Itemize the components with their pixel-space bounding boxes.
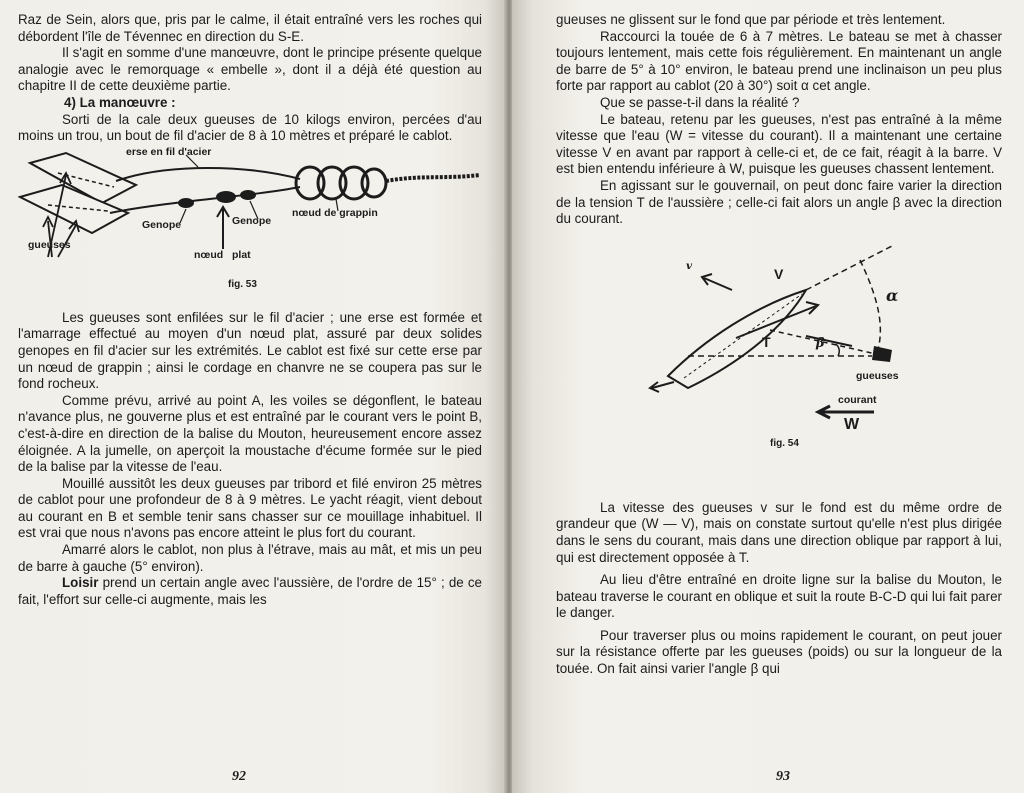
label-alpha: α [886,285,899,305]
left-paragraph-1: Raz de Sein, alors que, pris par le calme, il était entraîné vers les roches qui débordent l'île de Tévennec en direction du S-E. [18,12,482,44]
label-noeud-plat-1: nœud [194,248,224,261]
right-paragraph-5: En agissant sur le gouvernail, on peut donc faire varier la direction de la tension T de l'aussière ; celle-ci fait alors un angle β avec la direction du courant. [556,177,1002,227]
right-paragraph-8: Pour traverser plus ou moins rapidement le courant, on peut jouer sur la résistance offerte par les gueuses (poids) ou sur la longueur de la touée. On fait ainsi varier l'angle β qui [556,627,1002,677]
label-courant: courant [838,393,877,406]
label-W: W [844,415,860,433]
left-paragraph-6: Mouillé aussitôt les deux gueuses par tribord et filé environ 25 mètres de cablot pour une profondeur de 8 à 9 mètres. Le yacht réagit, vient debout au courant en B et semble tenir sans chasser sur ce mouillage inhabituel. Il est vrai que nous n'avons pas encore atteint le plus fort du courant. [18,475,482,541]
label-T: T [762,333,771,350]
right-paragraph-4: Le bateau, retenu par les gueuses, n'est pas entraîné à la même vitesse que l'eau (W = vitesse du courant). Il a maintenant une certaine vitesse V en avant par rapport à celle-ci et, de ce fait, réagit à la barre. V est bien entendu inférieure à W, puisque les gueuses chassent lentement. [556,111,1002,177]
page-number-left: 92 [232,769,246,784]
left-paragraph-2: Il s'agit en somme d'une manœuvre, dont le principe présente quelque analogie avec le remorquage « embelle », dont il a déjà été question au chapitre II de cette deuxième partie. [18,45,482,94]
knots [178,190,256,208]
steel-wire-bottom [110,187,300,213]
label-genope-left: Genope [142,218,182,231]
label-genope-right: Genope [232,214,272,227]
hemp-rope [386,175,480,181]
label-gueuses-fig54: gueuses [856,369,899,382]
label-noeud-plat-2: plat [232,248,251,261]
right-paragraph-2: Raccourci la touée de 6 à 7 mètres. Le bateau se met à chasser toujours lentement, mais cette fois régulièrement. En maintenant un angle de barre de 5° à 10° environ, le bateau prend une inclinaison un peu plus forte par rapport au cablot (20 à 30°) soit α cet angle. [556,28,1002,94]
right-paragraph-6: La vitesse des gueuses v sur le fond est du même ordre de grandeur que (W — V), mais on constate surtout qu'elle n'est plus dirigée dans le sens du courant, mais dans une direction oblique par rapport à lui, qui est directement opposée à T. [556,499,1002,565]
figure-54 [556,228,1002,500]
figure-53 [18,145,482,310]
label-v-small: v [686,259,693,272]
left-paragraph-3: Sorti de la cale deux gueuses de 10 kilogs environ, percées d'au moins un trou, un bout de fil d'acier de 8 à 10 mètres et préparé le cablot. [18,111,482,144]
left-paragraph-7: Amarré alors le cablot, non plus à l'étrave, mais au mât, et mis un peu de barre à gauche (5° environ). [18,542,482,574]
figure-53-caption: fig. 53 [228,278,257,290]
left-page [0,0,506,793]
right-paragraph-7: Au lieu d'être entraîné en droite ligne sur la balise du Mouton, le bateau traverse le courant en oblique et suit la route B-C-D qui lui fait parer le danger. [556,572,1002,621]
left-paragraph-4: Les gueuses sont enfilées sur le fil d'acier ; une erse est formée et l'amarrage effectué au moyen d'un nœud plat, assuré par deux solides genopes en fil d'acier sur les extrémités. Le cablot est fixé sur cette erse par un nœud de grappin ; ainsi le cordage en chanvre ne se coupera pas sur le fond rocheux. [18,309,482,392]
label-V: V [774,265,784,282]
left-paragraph-5: Comme prévu, arrivé au point A, les voiles se dégonflent, le bateau n'avance plus, ne gouverne plus et est entraîné par le courant vers le point B, c'est-à-dire en direction de la balise du Mouton, heureusement encore assez éloignée. A la jumelle, on aperçoit la moustache d'écume formée sur le pied de la balise par la vitesse de l'eau. [18,392,482,475]
figure-54-caption: fig. 54 [770,437,799,449]
left-paragraph-8-rest: prend un certain angle avec l'aussière, de l'ordre de 15° ; de ce fait, l'effort sur celle-ci augmente, mais les [18,575,482,607]
grappin-knot [296,167,386,199]
label-beta: β [816,335,825,351]
left-paragraph-8 [18,575,482,608]
right-paragraph-1: gueuses ne glissent sur le fond que par période et très lentement. [556,12,946,27]
right-paragraph-3: Que se passe-t-il dans la réalité ? [600,94,800,110]
label-erse: erse en fil d'acier [126,145,212,158]
right-page [512,0,1024,793]
page-number-right: 93 [776,769,790,784]
label-noeud-grappin: nœud de grappin [292,206,378,219]
gueuses-block [872,346,892,362]
boat-name: Loisir [62,575,99,591]
boat-hull [668,290,806,388]
gueuses-weights [20,153,136,233]
label-gueuses: gueuses [28,238,71,251]
section-title: 4) La manœuvre : [64,94,176,110]
steel-wire-top [116,168,300,181]
